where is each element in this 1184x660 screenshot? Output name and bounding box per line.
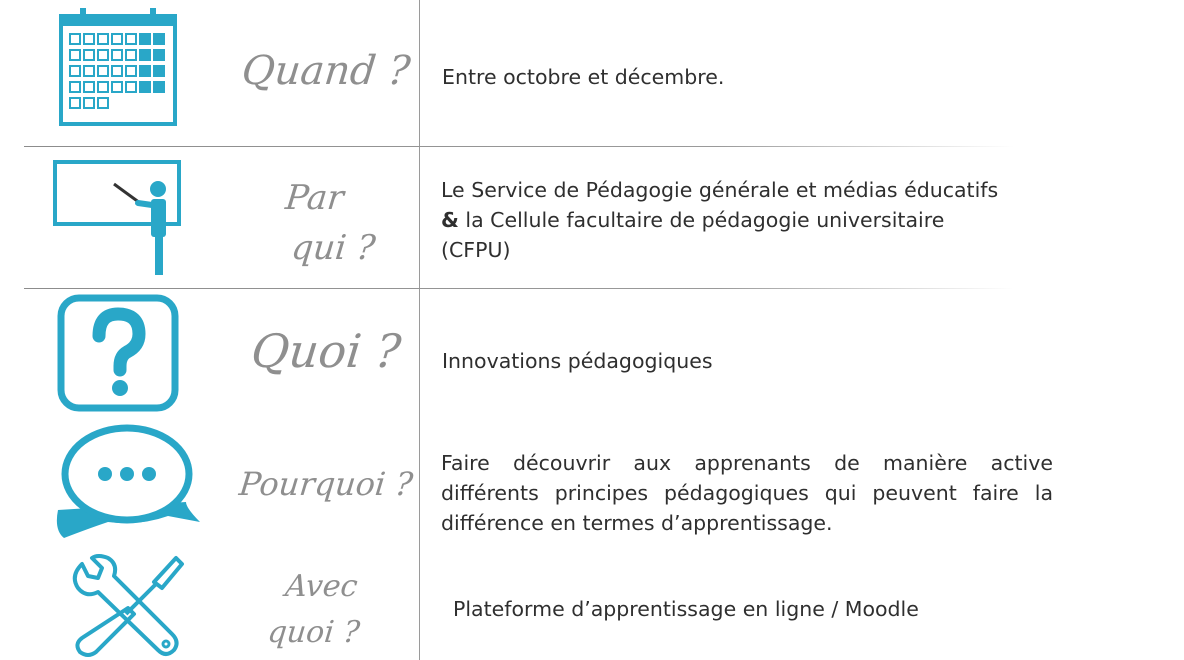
- row-who: [0, 147, 1184, 288]
- calendar-day-cell: [98, 66, 108, 76]
- calendar-day-cell: [70, 50, 80, 60]
- tools-icon: [66, 554, 186, 660]
- calendar-day-cell: [154, 82, 164, 92]
- calendar-day-cell: [154, 66, 164, 76]
- calendar-day-cell: [112, 34, 122, 44]
- calendar-day-cell: [84, 66, 94, 76]
- calendar-day-cell: [126, 34, 136, 44]
- calendar-day-cell: [70, 98, 80, 108]
- answer-who: [441, 175, 1001, 265]
- calendar-day-cell: [112, 82, 122, 92]
- calendar-day-cell: [98, 34, 108, 44]
- row-what: [0, 289, 1184, 419]
- calendar-day-cell: [126, 82, 136, 92]
- answer-who-amp: &: [441, 208, 459, 232]
- question-mark-icon: [57, 294, 179, 412]
- calendar-day-cell: [84, 50, 94, 60]
- answer-with-what: Plateforme d’apprentissage en ligne / Moodle: [453, 597, 919, 621]
- question-with-what-line2: quoi ?: [265, 615, 362, 650]
- calendar-day-cell: [70, 34, 80, 44]
- question-with-what: [227, 564, 425, 656]
- row-when: [0, 0, 1184, 146]
- question-who: [227, 173, 426, 273]
- question-when: Quand ?: [239, 48, 413, 94]
- calendar-day-cell: [70, 66, 80, 76]
- calendar-day-cell: [126, 50, 136, 60]
- question-with-what-line1: Avec: [283, 569, 360, 604]
- teacher-at-board-icon: [52, 159, 184, 277]
- row-why: [0, 420, 1184, 548]
- speech-bubble-icon: [50, 424, 200, 542]
- calendar-day-cell: [98, 82, 108, 92]
- answer-what: Innovations pédagogiques: [442, 349, 713, 373]
- calendar-day-cell: [154, 34, 164, 44]
- calendar-day-cell: [70, 82, 80, 92]
- answer-who-part2: la Cellule facultaire de pédagogie universitaire (CFPU): [441, 208, 945, 262]
- calendar-icon: [58, 8, 178, 128]
- calendar-day-cell: [140, 82, 150, 92]
- row-with-what: [0, 548, 1184, 660]
- question-who-line2: qui ?: [289, 228, 378, 268]
- calendar-day-cell: [140, 50, 150, 60]
- calendar-day-cell: [140, 34, 150, 44]
- calendar-day-cell: [84, 34, 94, 44]
- answer-who-part1: Le Service de Pédagogie générale et médias éducatifs: [441, 178, 999, 202]
- calendar-day-cell: [98, 98, 108, 108]
- answer-when: Entre octobre et décembre.: [442, 65, 725, 89]
- calendar-day-cell: [126, 66, 136, 76]
- calendar-day-cell: [112, 50, 122, 60]
- calendar-day-cell: [98, 50, 108, 60]
- calendar-day-cell: [84, 82, 94, 92]
- calendar-day-cell: [84, 98, 94, 108]
- question-what: Quoi ?: [248, 324, 404, 378]
- question-who-line1: Par: [283, 178, 346, 218]
- calendar-day-cell: [154, 50, 164, 60]
- calendar-day-cell: [112, 66, 122, 76]
- question-why: Pourquoi ?: [237, 465, 415, 503]
- calendar-day-cell: [140, 66, 150, 76]
- answer-why: Faire découvrir aux apprenants de manière active différents principes pédagogiques qui peuvent faire la différence en termes d’apprentissage.: [441, 451, 1053, 535]
